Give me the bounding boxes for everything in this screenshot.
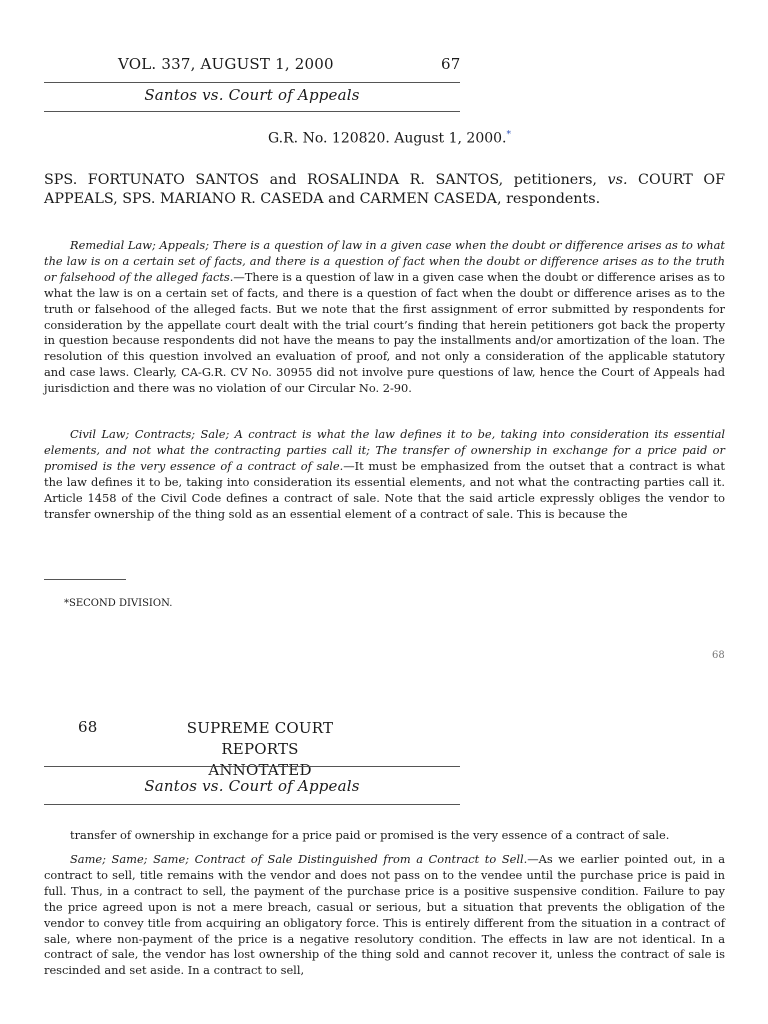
reporter-title-line-2: ANNOTATED bbox=[208, 761, 312, 779]
reporter-title-line-1: SUPREME COURT REPORTS bbox=[186, 719, 334, 758]
case-number bbox=[268, 130, 511, 147]
footnote-marker-link[interactable]: * bbox=[506, 130, 512, 140]
running-title: Santos vs. Court of Appeals bbox=[144, 86, 360, 104]
syllabus-paragraph-1 bbox=[44, 238, 725, 397]
reporter-title bbox=[150, 718, 370, 781]
syllabus-2-headnote: Civil Law; Contracts; Sale; A contract is what the law defines it to be, taking into consideration its essential elements, and not what the contracting parties call it; The transfer of ownership in exchange for a price paid or promised is the very essence of a contract of sale. bbox=[44, 427, 725, 473]
case-number-text: G.R. No. 120820. August 1, 2000. bbox=[268, 130, 507, 147]
footnote: *SECOND DIVISION. bbox=[64, 598, 173, 609]
syllabus-paragraph-2 bbox=[44, 427, 725, 522]
versus-text: vs. bbox=[607, 172, 628, 188]
case-parties bbox=[44, 171, 725, 209]
footnote-separator bbox=[44, 579, 126, 580]
continuation-text: transfer of ownership in exchange for a price paid or promised is the very essence of a contract of sale. bbox=[70, 828, 670, 842]
header-rule-2-bottom bbox=[44, 804, 460, 805]
page-number-2: 68 bbox=[78, 718, 98, 736]
syllabus-2-text: —It must be emphasized from the outset that a contract is what the law defines it to be, taking into consideration its essential elements, and not what the contracting parties call it. Article 1458 of the Civil Code defines a contract of sale. Note that the said article expressly obliges the vendor to transfer ownership of the thing sold as an essential element of a contract of sale. This is because the bbox=[44, 458, 725, 521]
syllabus-3-text: —As we earlier pointed out, in a contract to sell, title remains with the vendor and does not pass on to the vendee until the purchase price is paid in full. Thus, in a contract to sell, the payment of the purchase price is a positive suspensive condition. Failure to pay the price agreed upon is not a mere breach, casual or serious, but a situation that prevents the obligation of the vendor to convey title from acquiring an obligatory force. This is entirely different from the situation in a contract of sale, where non-payment of the price is a negative resolutory condition. The effects in law are not identical. In a contract of sale, the vendor has lost ownership of the thing sold and cannot recover it, unless the contract of sale is rescinded and set aside. In a contract to sell, bbox=[44, 852, 725, 978]
petitioners-text: SPS. FORTUNATO SANTOS and ROSALINDA R. SANTOS, petitioners, bbox=[44, 172, 597, 188]
syllabus-3-headnote: Same; Same; Same; Contract of Sale Distinguished from a Contract to Sell. bbox=[70, 852, 528, 866]
volume-header: VOL. 337, AUGUST 1, 2000 bbox=[118, 55, 334, 73]
header-rule-2 bbox=[44, 766, 460, 767]
header-rule-bottom bbox=[44, 111, 460, 112]
respondents-text: COURT OF APPEALS, SPS. MARIANO R. CASEDA and CARMEN CASEDA, respondents. bbox=[44, 172, 725, 207]
header-rule bbox=[44, 82, 460, 83]
running-title-2: Santos vs. Court of Appeals bbox=[144, 777, 360, 795]
page-break-marker: 68 bbox=[712, 650, 725, 661]
syllabus-paragraph-3 bbox=[44, 852, 725, 979]
page-number: 67 bbox=[441, 55, 461, 73]
syllabus-1-headnote: Remedial Law; Appeals; There is a question of law in a given case when the doubt or difference arises as to what the law is on a certain set of facts, and there is a question of fact when the doubt or difference arises as to the truth or falsehood of the alleged facts. bbox=[44, 238, 725, 284]
syllabus-1-text: —There is a question of law in a given case when the doubt or difference arises as to what the law is on a certain set of facts, and there is a question of fact when the doubt or difference arises as to the truth or falsehood of the alleged facts. But we note that the first assignment of error submitted by respondents for consideration by the appellate court dealt with the trial court’s finding that herein petitioners got back the property in question because respondents did not have the means to pay the installments and/or amortization of the loan. The resolution of this question involved an evaluation of proof, and not only a consideration of the applicable statutory and case laws. Clearly, CA-G.R. CV No. 30955 did not involve pure questions of law, hence the Court of Appeals had jurisdiction and there was no violation of our Circular No. 2-90. bbox=[44, 269, 725, 396]
